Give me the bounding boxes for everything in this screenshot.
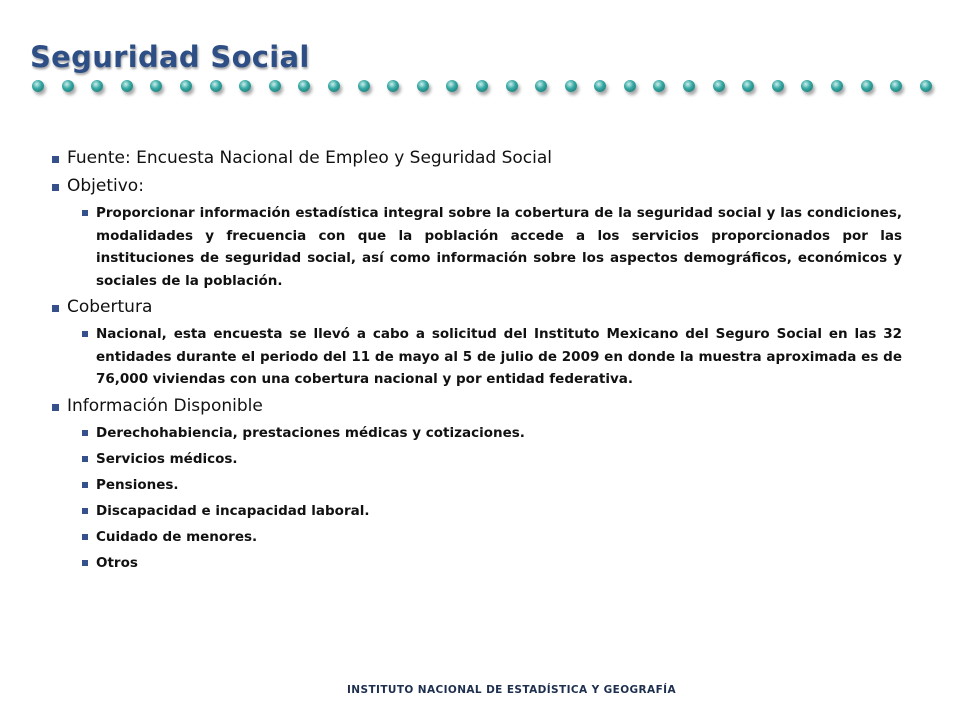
decorative-dot-row <box>32 76 932 96</box>
decorative-dot <box>920 80 932 92</box>
decorative-dot <box>180 80 192 92</box>
decorative-dot <box>328 80 340 92</box>
decorative-dot <box>446 80 458 92</box>
decorative-dot <box>713 80 725 92</box>
info-item-derechohabiencia: Derechohabiencia, prestaciones médicas y cotizaciones. <box>52 422 902 444</box>
bullet-informacion-disponible: Información Disponible <box>52 394 902 419</box>
decorative-dot <box>62 80 74 92</box>
decorative-dot <box>298 80 310 92</box>
decorative-dot <box>653 80 665 92</box>
decorative-dot <box>831 80 843 92</box>
decorative-dot <box>476 80 488 92</box>
decorative-dot <box>387 80 399 92</box>
decorative-dot <box>861 80 873 92</box>
footer-institution: INSTITUTO NACIONAL DE ESTADÍSTICA Y GEOGRAFÍA <box>347 684 676 696</box>
page-title: Seguridad Social <box>30 40 310 74</box>
bullet-objetivo: Objetivo: <box>52 174 902 199</box>
decorative-dot <box>358 80 370 92</box>
decorative-dot <box>417 80 429 92</box>
decorative-dot <box>239 80 251 92</box>
decorative-dot <box>150 80 162 92</box>
decorative-dot <box>506 80 518 92</box>
info-item-otros: Otros <box>52 552 902 574</box>
decorative-dot <box>565 80 577 92</box>
content-list <box>52 146 902 578</box>
cobertura-detail: Nacional, esta encuesta se llevó a cabo a solicitud del Instituto Mexicano del Seguro Social en las 32 entidades durante el periodo del 11 de mayo al 5 de julio de 2009 en donde la muestra aproximada es de 76,000 viviendas con una cobertura nacional y por entidad federativa. <box>52 323 902 391</box>
objetivo-detail: Proporcionar información estadística integral sobre la cobertura de la seguridad social y las condiciones, modalidades y frecuencia con que la población accede a los servicios proporcionados por las instituciones de seguridad social, así como información sobre los aspectos demográficos, económicos y sociales de la población. <box>52 202 902 292</box>
info-item-cuidado-menores: Cuidado de menores. <box>52 526 902 548</box>
info-item-pensiones: Pensiones. <box>52 474 902 496</box>
decorative-dot <box>535 80 547 92</box>
decorative-dot <box>624 80 636 92</box>
decorative-dot <box>890 80 902 92</box>
decorative-dot <box>210 80 222 92</box>
decorative-dot <box>91 80 103 92</box>
decorative-dot <box>269 80 281 92</box>
decorative-dot <box>742 80 754 92</box>
decorative-dot <box>594 80 606 92</box>
decorative-dot <box>32 80 44 92</box>
info-item-discapacidad: Discapacidad e incapacidad laboral. <box>52 500 902 522</box>
decorative-dot <box>121 80 133 92</box>
decorative-dot <box>683 80 695 92</box>
bullet-cobertura: Cobertura <box>52 295 902 320</box>
info-item-servicios-medicos: Servicios médicos. <box>52 448 902 470</box>
decorative-dot <box>772 80 784 92</box>
decorative-dot <box>801 80 813 92</box>
bullet-fuente: Fuente: Encuesta Nacional de Empleo y Seguridad Social <box>52 146 902 171</box>
